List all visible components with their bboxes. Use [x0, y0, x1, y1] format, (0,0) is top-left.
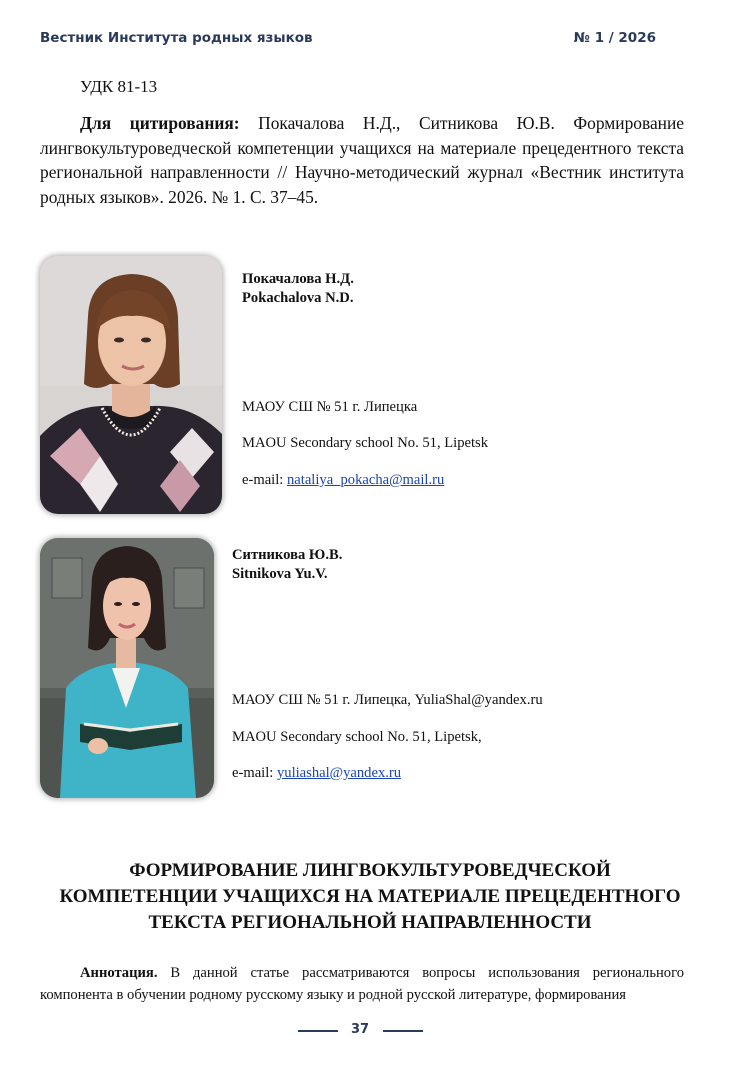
author-email-link[interactable]: nataliya_pokacha@mail.ru	[286, 472, 445, 488]
article-title-line: КОМПЕТЕНЦИИ УЧАЩИХСЯ НА МАТЕРИАЛЕ ПРЕЦЕДЕНТНОГО	[59, 886, 681, 907]
email-label: e-mail:	[242, 472, 287, 488]
author-org-ru: МАОУ СШ № 51 г. Липецка	[242, 399, 418, 415]
author-name-ru: Ситникова Ю.В.	[232, 547, 343, 563]
udk-code: УДК 81-13	[80, 77, 158, 96]
citation-paragraph	[40, 111, 684, 209]
author-org-ru: МАОУ СШ № 51 г. Липецка, YuliaShal@yandex.ru	[232, 692, 543, 708]
journal-title: Вестник Института родных языков	[40, 30, 313, 46]
abstract-label: Аннотация.	[80, 965, 158, 981]
footer-rule-right	[383, 1030, 423, 1032]
author-email-link[interactable]: yuliashal@yandex.ru	[276, 765, 402, 781]
author-photo-pokachalova	[40, 256, 222, 514]
author-name-en: Pokachalova N.D.	[242, 290, 354, 306]
abstract-text: В данной статье рассматриваются вопросы использования регионального компонента в обучении родному русскому языку и родной русской литературе, формирования	[40, 965, 684, 1003]
author-org-en: MAOU Secondary school No. 51, Lipetsk	[242, 435, 489, 451]
article-title	[20, 858, 720, 936]
author-email-line	[242, 472, 444, 489]
citation-text: Покачалова Н.Д., Ситникова Ю.В. Формирование лингвокультуроведческой компетенции учащихся на материале прецедентного текста региональной направленности // Научно-методический журнал «Вестник института родных языков». 2026. № 1. С. 37–45.	[40, 113, 685, 207]
author-block-pokachalova	[242, 270, 682, 500]
page-footer	[0, 1020, 745, 1040]
author-block-sitnikova	[232, 546, 682, 786]
citation-label: Для цитирования:	[80, 113, 240, 133]
issue-number: № 1 / 2026	[573, 30, 656, 46]
author-email-line	[232, 765, 401, 782]
author-name-ru: Покачалова Н.Д.	[242, 271, 354, 287]
article-title-line: ФОРМИРОВАНИЕ ЛИНГВОКУЛЬТУРОВЕДЧЕСКОЙ	[129, 860, 611, 881]
running-header	[40, 30, 656, 52]
article-title-line: ТЕКСТА РЕГИОНАЛЬНОЙ НАПРАВЛЕННОСТИ	[148, 912, 592, 933]
author-name-en: Sitnikova Yu.V.	[232, 566, 328, 582]
footer-rule-left	[298, 1030, 338, 1032]
author-org-en: MAOU Secondary school No. 51, Lipetsk,	[232, 729, 482, 745]
author-photo-sitnikova	[40, 538, 214, 798]
email-label: e-mail:	[232, 765, 277, 781]
abstract-paragraph	[40, 962, 684, 1006]
page-number: 37	[350, 1022, 370, 1037]
